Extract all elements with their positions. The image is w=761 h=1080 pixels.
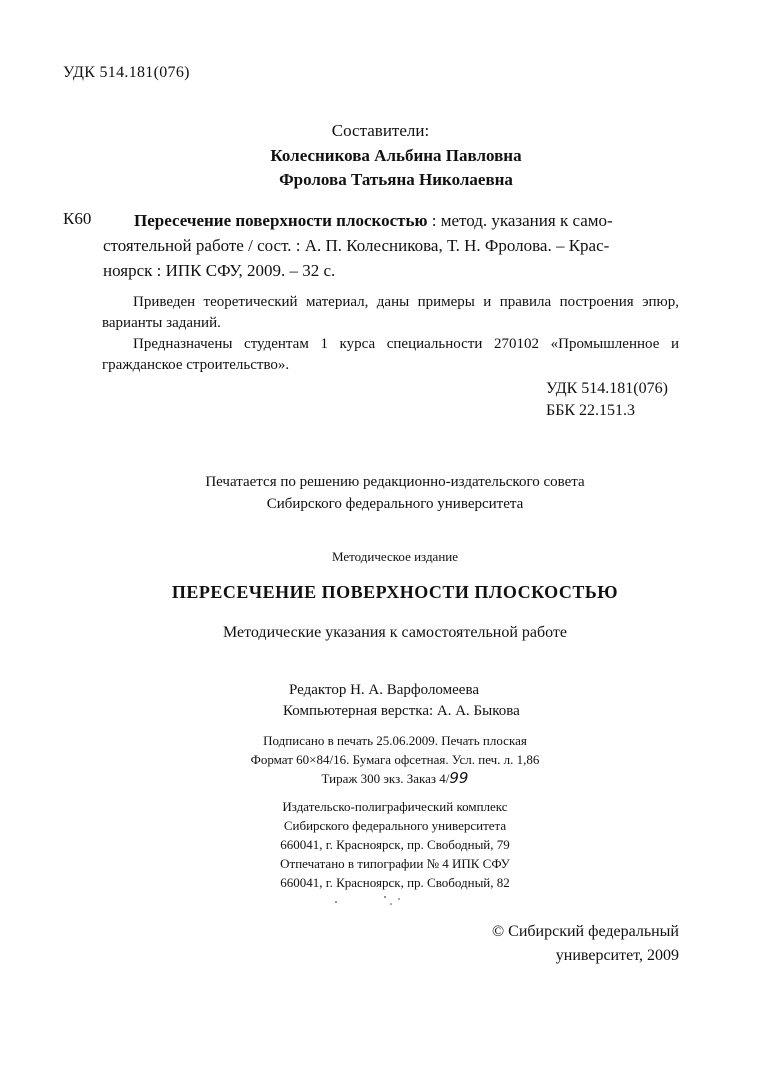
- publisher-block: [0, 797, 761, 892]
- publisher-line5: 660041, г. Красноярск, пр. Свободный, 82: [280, 875, 510, 890]
- publisher-line1: Издательско-полиграфический комплекс: [282, 799, 508, 814]
- copyright-line2: университет, 2009: [555, 947, 679, 964]
- layout-credit-line: Компьютерная верстка: А. А. Быкова: [283, 703, 520, 719]
- editor-credits: [283, 680, 520, 722]
- compilers-label: Составители:: [331, 121, 430, 140]
- imprint-print-run: Тираж 300 экз. Заказ 4/: [321, 771, 450, 786]
- imprint-line1: Подписано в печать 25.06.2009. Печать плоская: [263, 733, 527, 748]
- copyright-notice: [478, 920, 679, 968]
- udk-code-top: УДК 514.181(076): [63, 64, 190, 81]
- author-2: Фролова Татьяна Николаевна: [279, 170, 513, 189]
- catalog-index: К60: [63, 209, 92, 228]
- catalog-line3: ноярск : ИПК СФУ, 2009. – 32 с.: [103, 261, 336, 280]
- catalog-title: Пересечение поверхности плоскостью: [134, 211, 428, 230]
- edition-type: Методическое издание: [331, 549, 459, 564]
- imprint-line3: [0, 769, 761, 788]
- copyright-line1: © Сибирский федеральный: [492, 923, 679, 940]
- print-decision-line1: Печатается по решению редакционно-издательского совета: [205, 474, 585, 490]
- print-decision: [0, 471, 761, 515]
- catalog-line2: стоятельной работе / сост. : А. П. Колесникова, Т. Н. Фролова. – Крас-: [103, 236, 610, 255]
- annotation: [102, 292, 679, 376]
- publisher-line2: Сибирского федерального университета: [283, 818, 507, 833]
- handwritten-order-number: 99: [449, 769, 469, 787]
- bibliographic-record: [103, 208, 680, 283]
- catalog-line1-rest: : метод. указания к само-: [427, 211, 613, 230]
- author-1: Колесникова Альбина Павловна: [270, 146, 522, 165]
- publisher-line4: Отпечатано в типографии № 4 ИПК СФУ: [280, 856, 510, 871]
- imprint-line2: Формат 60×84/16. Бумага офсетная. Усл. печ. л. 1,86: [250, 752, 540, 767]
- classification-codes: [546, 378, 668, 422]
- annotation-paragraph-1: Приведен теоретический материал, даны примеры и правила построения эпюр, варианты заданий.: [102, 294, 679, 331]
- bbk-code: ББК 22.151.3: [546, 402, 636, 419]
- udk-code: УДК 514.181(076): [546, 380, 668, 397]
- editor-line: Редактор Н. А. Варфоломеева: [289, 682, 479, 698]
- print-decision-line2: Сибирского федерального университета: [266, 496, 524, 512]
- main-title: ПЕРЕСЕЧЕНИЕ ПОВЕРХНОСТИ ПЛОСКОСТЬЮ: [171, 582, 619, 602]
- scan-specks: [333, 894, 413, 908]
- subtitle: Методические указания к самостоятельной работе: [222, 624, 568, 641]
- imprint: [0, 731, 761, 788]
- annotation-paragraph-2: Предназначены студентам 1 курса специальности 270102 «Промышленное и гражданское строительство».: [102, 336, 679, 373]
- publisher-line3: 660041, г. Красноярск, пр. Свободный, 79: [280, 837, 510, 852]
